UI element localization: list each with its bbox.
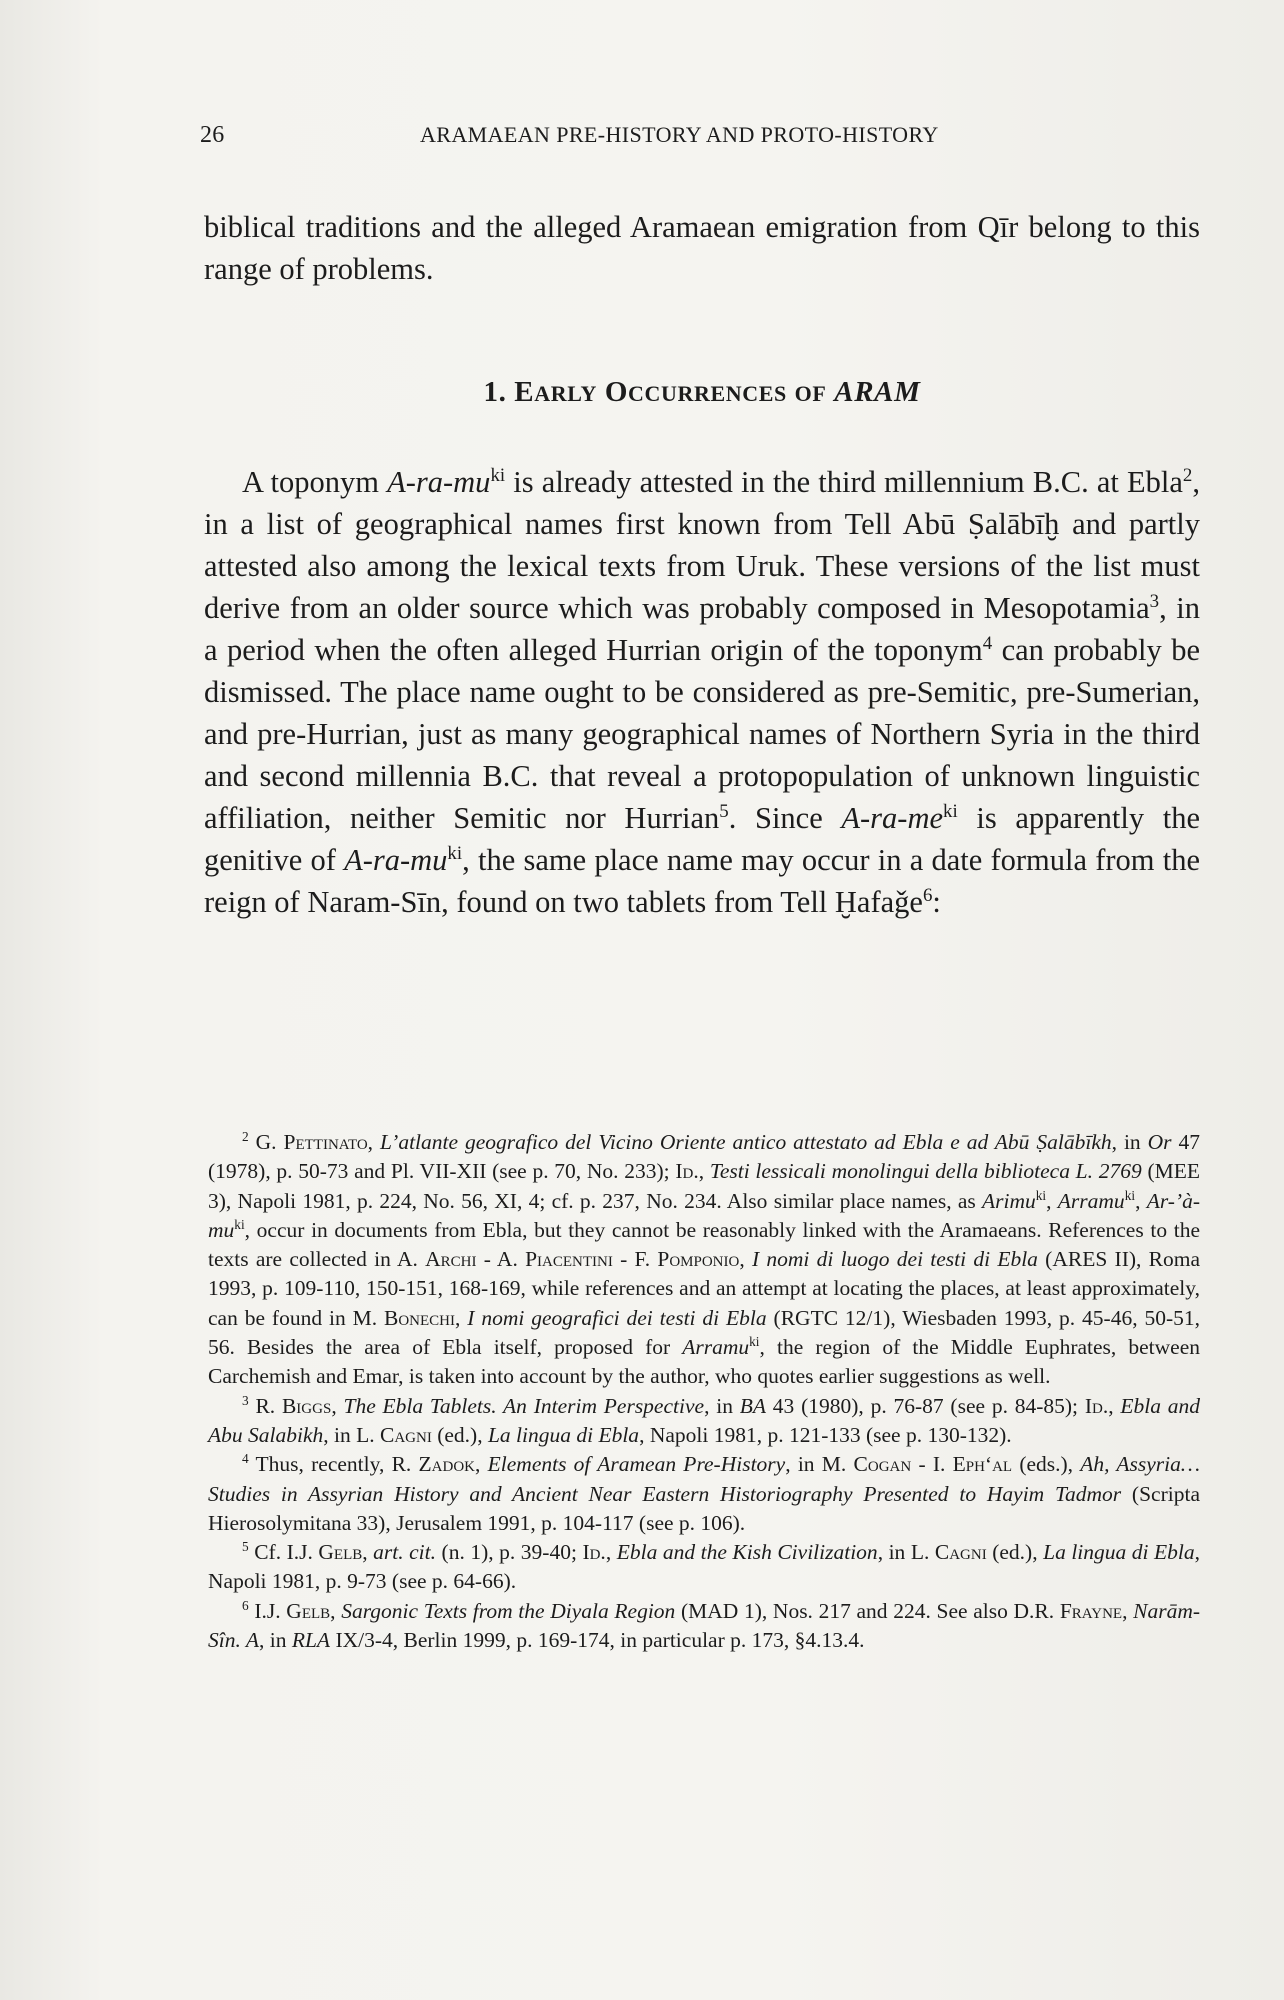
title-italic: Narām-Sîn. A — [208, 1598, 1201, 1653]
text-run: , — [605, 1540, 617, 1565]
text-run: R. — [248, 1393, 282, 1418]
footnote-ref-5[interactable]: 5 — [719, 800, 729, 822]
text-run: (Scripta Hierosolymitana 33), Jerusalem 1991, p. 104-117 (see p. 106). — [208, 1481, 1200, 1535]
author-name: Archi — [425, 1247, 477, 1272]
determinative: ki — [1035, 1187, 1047, 1203]
determinative: ki — [447, 842, 463, 864]
text-run: , — [330, 1598, 342, 1623]
heading-rest: CCURRENCES — [628, 381, 787, 406]
text-run: Cf. I.J. — [248, 1540, 319, 1565]
text-run: - F. — [612, 1247, 658, 1272]
author-name: Gelb — [286, 1598, 331, 1623]
text-run: , — [367, 1130, 381, 1154]
text-run: , in L. — [323, 1422, 380, 1447]
text-run: , — [331, 1393, 344, 1418]
text-run: , — [739, 1247, 752, 1272]
text-run: , the same place name may occur in a date formula from the reign of Naram-Sīn, found on two tablets from Tell Ḫafaǧe — [204, 843, 1200, 919]
title-italic: I nomi geografici dei testi di Ebla — [467, 1305, 767, 1330]
footnote-ref-3[interactable]: 3 — [1149, 590, 1160, 612]
title-italic: Ebla and the Kish Civilization — [616, 1540, 878, 1565]
title-italic: art. cit. — [373, 1540, 437, 1565]
section-number: 1. — [483, 376, 507, 408]
determinative: ki — [1124, 1187, 1136, 1203]
toponym-term: Arramu — [1057, 1188, 1125, 1213]
determinative: ki — [490, 464, 506, 486]
text-run: is already attested in the third millennium B.C. at Ebla — [505, 465, 1183, 499]
text-run: , in M. — [785, 1452, 854, 1477]
text-run: , — [1135, 1188, 1147, 1213]
author-name: Piacentini — [525, 1247, 613, 1272]
title-italic: Testi lessicali monolingui della biblioteca L. 2769 — [709, 1159, 1142, 1184]
text-run: A toponym — [242, 465, 388, 499]
text-run: . Since — [728, 801, 842, 835]
title-italic: La lingua di Ebla — [1043, 1540, 1195, 1565]
text-run: , in — [704, 1393, 740, 1418]
author-name: Id. — [582, 1540, 606, 1565]
toponym-term: Arimu — [982, 1188, 1036, 1213]
heading-word-early — [514, 376, 597, 408]
footnote-6 — [208, 1597, 1200, 1656]
heading-aram-text: ARAM — [834, 376, 921, 408]
text-run: , — [1108, 1393, 1121, 1418]
text-run: G. — [248, 1130, 284, 1154]
text-run: (ed.), — [986, 1540, 1044, 1565]
footnote-3 — [208, 1392, 1200, 1451]
title-italic: I nomi di luogo dei testi di Ebla — [751, 1247, 1038, 1272]
text-run: : — [932, 885, 941, 919]
text-run: , Napoli 1981, p. 9-73 (see p. 64-66). — [208, 1540, 1201, 1594]
text-run: , — [475, 1452, 488, 1477]
determinative: ki — [943, 800, 958, 822]
author-name: Pomponio — [657, 1247, 740, 1272]
title-italic: Elements of Aramean Pre-History — [487, 1452, 786, 1477]
text-run: Thus, recently, R. — [248, 1452, 419, 1477]
text-run: is apparently the genitive of — [204, 801, 1200, 877]
author-name: Id. — [675, 1159, 699, 1184]
author-name: Zadok — [418, 1452, 476, 1477]
author-name: Cagni — [934, 1540, 987, 1565]
text-run: 47 (1978), p. 50-73 and Pl. VII-XII (see p. 70, No. 233); — [208, 1130, 1201, 1184]
text-run: (n. 1), p. 39-40; — [436, 1540, 583, 1565]
text-run: , occur in documents from Ebla, but they cannot be reasonably linked with the Aramaeans. References to the texts are collected in A. — [208, 1217, 1200, 1272]
page-number: 26 — [200, 122, 225, 148]
running-title: ARAMAEAN PRE-HISTORY AND PROTO-HISTORY — [420, 122, 939, 147]
determinative: ki — [749, 1333, 760, 1349]
footnote-mark: 5 — [242, 1539, 249, 1554]
text-run: (MEE 3), Napoli 1981, p. 224, No. 56, XI, 4; cf. p. 237, No. 234. Also similar place names, as — [208, 1159, 1201, 1213]
author-name: Cagni — [379, 1422, 432, 1447]
section-heading — [204, 376, 1200, 409]
footnote-mark: 3 — [242, 1392, 249, 1408]
text-run: - I. — [911, 1452, 953, 1477]
text-run: , — [1046, 1188, 1058, 1213]
footnote-ref-6[interactable]: 6 — [922, 884, 933, 906]
determinative: ki — [234, 1216, 245, 1232]
text-run: , the region of the Middle Euphrates, between Carchemish and Emar, is taken into account by the author, who quotes earlier suggestions as well. — [208, 1335, 1200, 1389]
text-run: IX/3-4, Berlin 1999, p. 169-174, in particular p. 173, §4.13.4. — [330, 1628, 865, 1653]
text-run: (eds.), — [1012, 1452, 1081, 1477]
text-run: , in — [258, 1628, 292, 1653]
author-name: Frayne — [1059, 1598, 1123, 1623]
text-run: , — [455, 1305, 468, 1330]
heading-rest: ARLY — [534, 381, 597, 406]
heading-word-aram — [834, 376, 920, 408]
title-italic: L’atlante geografico del Vicino Oriente antico attestato ad Ebla e ad Abū Ṣalābīkh — [380, 1130, 1112, 1154]
main-paragraph — [204, 461, 1200, 923]
text-run: (ed.), — [431, 1422, 488, 1447]
text-run: (RGTC 12/1), Wiesbaden 1993, p. 45-46, 50-51, 56. Besides the area of Ebla itself, proposed for — [208, 1305, 1201, 1360]
text-run: , — [1122, 1598, 1134, 1623]
footnote-ref-4[interactable]: 4 — [982, 632, 993, 654]
author-name: Pettinato — [283, 1130, 368, 1154]
text-run: , — [698, 1159, 710, 1184]
page-header — [200, 122, 1200, 152]
text-run: - A. — [476, 1247, 526, 1272]
title-italic: The Ebla Tablets. An Interim Perspective — [343, 1393, 705, 1418]
toponym-term: Ar-’à-mu — [208, 1188, 1201, 1242]
title-italic: La lingua di Ebla — [487, 1422, 640, 1447]
text-run: , Napoli 1981, p. 121-133 (see p. 130-132). — [639, 1422, 1012, 1447]
title-italic: RLA — [291, 1628, 331, 1653]
text-run: I.J. — [248, 1598, 287, 1623]
intro-text: biblical traditions and the alleged Aramaean emigration from Qīr belong to this range of problems. — [204, 210, 1200, 286]
title-italic: Ah, Assyria… Studies in Assyrian History and Ancient Near Eastern Historiography Presented to Hayim Tadmor — [208, 1452, 1201, 1506]
text-run: 43 (1980), p. 76-87 (see p. 84-85); — [766, 1393, 1085, 1418]
footnote-5 — [208, 1538, 1200, 1597]
heading-word-occurrences — [605, 376, 787, 408]
text-run: , in L. — [877, 1540, 935, 1565]
main-text — [204, 461, 1200, 923]
author-name: Id. — [1084, 1393, 1109, 1418]
text-run: , — [362, 1540, 374, 1565]
toponym-term: A-ra-mu — [344, 843, 448, 877]
heading-initial: E — [514, 376, 535, 408]
footnote-4 — [208, 1450, 1200, 1538]
heading-initial: O — [604, 376, 628, 408]
author-name: Eph‘al — [952, 1452, 1013, 1477]
footnote-mark: 2 — [242, 1128, 249, 1144]
text-run: (MAD 1), Nos. 217 and 224. See also D.R. — [675, 1598, 1060, 1623]
author-name: Biggs — [281, 1393, 332, 1418]
author-name: Cogan — [853, 1452, 912, 1477]
heading-word-of: OF — [794, 381, 827, 406]
text-run: (ARES II), Roma 1993, p. 109-110, 150-151, 168-169, while references and an attempt at locating the places, at least approximately, can be found in M. — [208, 1247, 1200, 1330]
footnotes — [208, 1128, 1200, 1655]
toponym-term: A-ra-me — [841, 801, 944, 835]
text-run: , in a period when the often alleged Hurrian origin of the toponym — [204, 591, 1200, 667]
footnote-mark: 6 — [242, 1597, 249, 1613]
footnote-2 — [208, 1128, 1200, 1392]
footnote-mark: 4 — [242, 1451, 249, 1467]
text-run: , in a list of geographical names first known from Tell Abū Ṣalābīḫ and partly attested also among the lexical texts from Uruk. These versions of the list must derive from an older source which was probably composed in Mesopotamia — [204, 465, 1200, 625]
title-italic: Ebla and Abu Salabikh — [208, 1393, 1201, 1447]
toponym-term: Arramu — [682, 1335, 750, 1360]
footnote-ref-2[interactable]: 2 — [1182, 464, 1193, 486]
author-name: Bonechi — [384, 1305, 456, 1330]
toponym-term: A-ra-mu — [387, 465, 491, 499]
text-run: , in — [1111, 1130, 1148, 1154]
title-italic: BA — [739, 1393, 767, 1418]
title-italic: Sargonic Texts from the Diyala Region — [341, 1598, 676, 1623]
intro-paragraph — [204, 206, 1200, 290]
author-name: Gelb — [318, 1540, 363, 1565]
text-run: can probably be dismissed. The place name ought to be considered as pre-Semitic, pre-Sumerian, and pre-Hurrian, just as many geographical names of Northern Syria in the third and second millennia B.C. that reveal a protopopulation of unknown linguistic affiliation, neither Semitic nor Hurrian — [204, 633, 1200, 835]
title-italic: Or — [1147, 1130, 1172, 1154]
